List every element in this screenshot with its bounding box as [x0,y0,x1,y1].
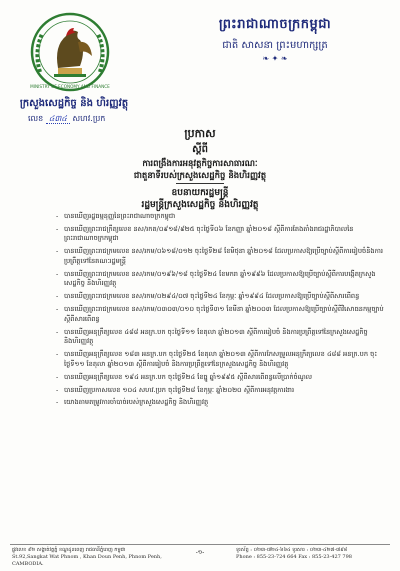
reference-number [28,113,105,125]
footer-address-en: St.92,Sangkat Wat Phnom , Khan Doun Penh, Phnom Penh, CAMBODIA. [12,554,162,567]
clause-item: - បានឃើញប្រកាសលេខ ១០៤ សហវ.ប្រក ចុះថ្ងៃទី២៨ ខែកុម្ភៈ ឆ្នាំ២០២០ ស្តីពីការអនុវត្តការងារ [56,386,386,396]
doc-type-title: ប្រកាស [184,127,216,140]
clause-item: - បានឃើញព្រះរាជក្រមលេខ នស/រកម/០៣០៣/០១០ ចុះថ្ងៃទី៣១ ខែមីនា ឆ្នាំ២០០៣ ដែលប្រកាសឱ្យប្រើច្បាប់ស្តីពីវិសោធនកម្មច្បាប់ស្តីពីសារពើពន្ធ [56,305,386,324]
title-divider [176,183,224,184]
footer-address [12,547,182,568]
preamble-clauses [56,212,386,411]
national-motto: ជាតិ សាសនា ព្រះមហាក្សត្រ [222,40,328,51]
signatory-role-line-2: រដ្ឋមន្ត្រីក្រសួងសេដ្ឋកិច្ច និងហិរញ្ញវត្ថុ [141,200,259,210]
ref-number-value: ៤៣៤ [46,114,70,124]
ministry-name: ក្រសួងសេដ្ឋកិច្ច និង ហិរញ្ញវត្ថុ [19,98,129,109]
clause-item: - បានឃើញព្រះរាជក្រមលេខ នស/រកម/០១៩៦/១៨ ចុះថ្ងៃទី២៤ ខែមករា ឆ្នាំ១៩៩៦ ដែលប្រកាសឱ្យប្រើច្បាប់ស្តីពីការបង្កើតក្រសួងសេដ្ឋកិច្ច និងហិរញ្ញវត្ថុ [56,270,386,289]
ref-label: លេខ [28,114,44,123]
ministry-logo [20,10,120,95]
clause-item: - យោងតាមតម្រូវការចាំបាច់របស់ក្រសួងសេដ្ឋកិច្ច និងហិរញ្ញវត្ថុ [56,398,386,408]
clause-item: - បានឃើញព្រះរាជក្រមលេខ នស/រកម/០៦១៨/០១២ ចុះថ្ងៃទី២៨ ខែមិថុនា ឆ្នាំ២០១៨ ដែលប្រកាសឱ្យប្រើច្បាប់ស្តីពីការរៀបចំនិងការប្រព្រឹត្តទៅនៃគណៈរដ្ឋមន្ត្រី [56,247,386,266]
doc-subject-line-1: ការពង្រឹងការអនុវត្តកិច្ចការសាធារណៈ [142,159,258,169]
page-number: -១- [195,549,205,556]
doc-subject-line-2: ជាតួនាទីរបស់ក្រសួងសេដ្ឋកិច្ច និងហិរញ្ញវត្ថុ [133,171,267,181]
footer-address-km: ផ្លូវលេខ ៩២ សង្កាត់វត្តភ្នំ ខណ្ឌដូនពេញ រាជធានីភ្នំពេញ កម្ពុជា [12,547,126,553]
ornament-icon: ❧ ✦ ❧ [262,54,288,63]
footer-phone-en: Phone : 855-23-724 664 Fax : 855-23-427 798 [236,554,352,560]
clause-item: - បានឃើញព្រះរាជក្រមលេខ នស/រកម/០២៩៤/០៧ ចុះថ្ងៃទី២៤ ខែកុម្ភៈ ឆ្នាំ១៩៩៤ ដែលប្រកាសឱ្យប្រើច្បាប់ស្តីពីសារពើពន្ធ [56,292,386,302]
doc-subject [0,158,400,182]
signatory-role [0,187,400,211]
signatory-role-line-1: ឧបនាយករដ្ឋមន្ត្រី [171,188,229,198]
ref-suffix: សហវ.ប្រក [72,114,106,123]
svg-text:MINISTRY OF ECONOMY AND FINANC: MINISTRY OF ECONOMY AND FINANCE [30,84,110,89]
clause-item: - បានឃើញអនុក្រឹត្យលេខ ៤៨៨ អនក្រ.បក ចុះថ្ងៃទី១១ ខែតុលា ឆ្នាំ២០១៣ ស្តីពីការរៀបចំ និងការប្រព្រឹត្តទៅនៃក្រសួងសេដ្ឋកិច្ច និងហិរញ្ញវត្ថុ [56,328,386,347]
doc-about-label: ស្តីពី [192,144,208,155]
clause-item: - បានឃើញអនុក្រឹត្យលេខ ១៨៣ អនក្រ.បក ចុះថ្ងៃទី២៥ ខែតុលា ឆ្នាំ២០១៣ ស្តីពីការកែសម្រួលអនុក្រឹត្យលេខ ៤៨៨ អនក្រ.បក ចុះថ្ងៃទី១១ ខែតុលា ឆ្នាំ២០១៣ ស្តីពីការរៀបចំ និងការប្រព្រឹត្តទៅនៃក្រសួងសេដ្ឋកិច្ច និងហិរញ្ញវត្ថុ [56,350,386,369]
clause-item: - បានឃើញអនុក្រឹត្យលេខ ១៩៤ អនក្រ.បក ចុះថ្ងៃទី២៤ ខែធ្នូ ឆ្នាំ១៩៩៥ ស្តីពីសារពើពន្ធលើប្រាក់ចំណូល [56,373,386,383]
footer-contact [236,547,396,561]
clause-item: - បានឃើញព្រះរាជក្រឹត្យលេខ នស/រកត/០៩១៨/៩២៥ ចុះថ្ងៃទី០៦ ខែកញ្ញា ឆ្នាំ២០១៨ ស្តីពីការតែងតាំងរាជរដ្ឋាភិបាលនៃព្រះរាជាណាចក្រកម្ពុជា [56,225,386,244]
kingdom-header [180,16,370,62]
footer-phone-km: ទូរស័ព្ទ : ០២៣-៧២៤-៦៦៤ ទូរសារ : ០២៣-៤២៧-៧៩៨ [236,547,348,553]
kingdom-title: ព្រះរាជាណាចក្រកម្ពុជា [218,17,332,32]
clause-item: - បានឃើញរដ្ឋធម្មនុញ្ញនៃព្រះរាជាណាចក្រកម្ពុជា [56,212,386,222]
footer-divider [10,544,390,545]
